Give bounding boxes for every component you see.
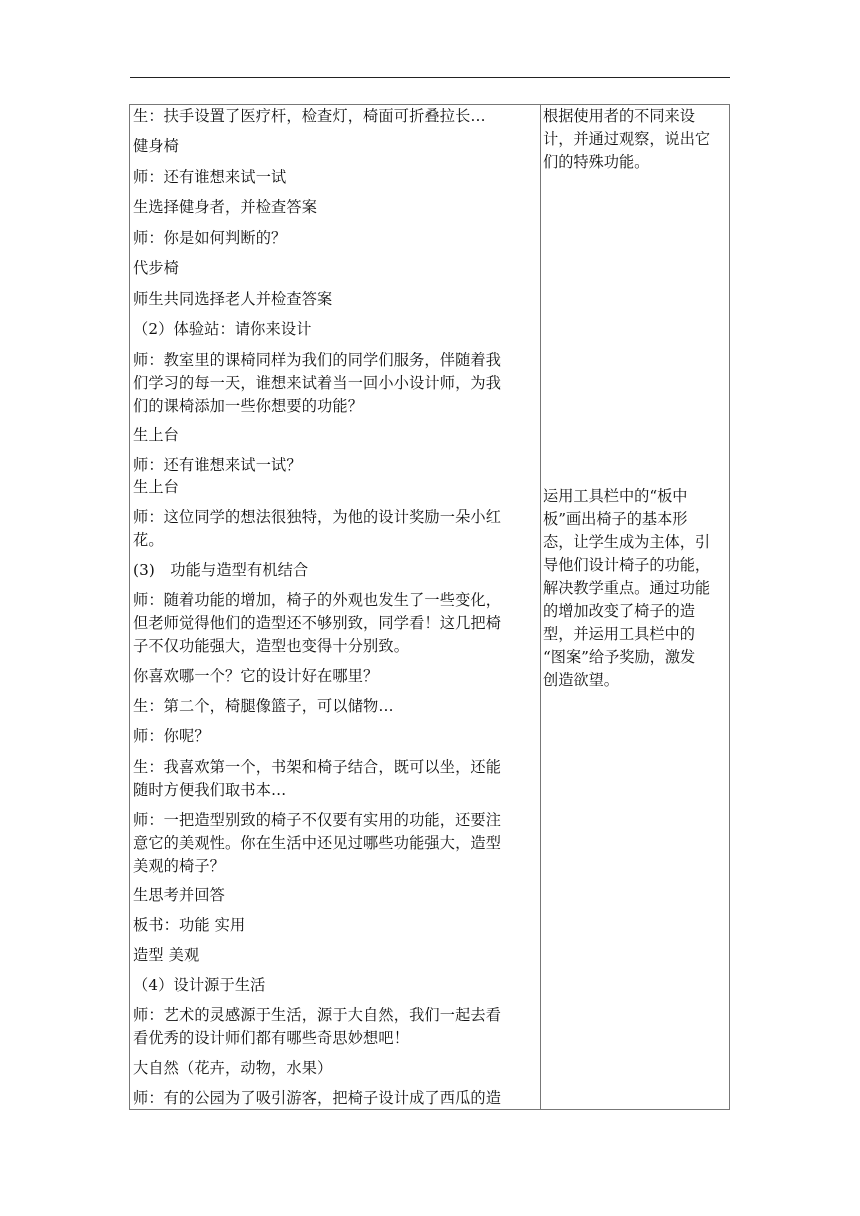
- process-text-line: 生思考并回答: [133, 886, 226, 904]
- process-text-line: 造型 美观: [133, 946, 200, 964]
- lesson-table: [129, 104, 730, 1110]
- process-text-line: 你喜欢哪一个？它的设计好在哪里？: [133, 667, 379, 685]
- header-rule: [130, 77, 730, 78]
- process-text-line: 师：你是如何判断的？: [133, 229, 287, 247]
- process-text-line: 师：艺术的灵感源于生活，源于大自然，我们一起去看: [133, 1006, 502, 1024]
- process-text-line: 随时方便我们取书本…: [133, 781, 287, 799]
- process-text-line: 生上台: [133, 426, 180, 444]
- process-text-line: 生：第二个，椅腿像篮子，可以储物…: [133, 697, 394, 715]
- process-text-line: 生选择健身者，并检查答案: [133, 198, 318, 216]
- process-text-line: 大自然（花卉，动物，水果）: [133, 1059, 333, 1077]
- process-text-line: （4）设计源于生活: [133, 976, 266, 994]
- process-text-line: 师：有的公园为了吸引游客，把椅子设计成了西瓜的造: [133, 1089, 502, 1107]
- intent-text-line: 根据使用者的不同来设: [543, 107, 695, 125]
- intent-text-line: 运用工具栏中的“板中: [543, 487, 688, 505]
- process-text-line: 师：教室里的课椅同样为我们的同学们服务，伴随着我: [133, 351, 502, 369]
- intent-text-line: 们的特殊功能。: [543, 153, 650, 171]
- intent-text-line: 计，并通过观察，说出它: [543, 130, 711, 148]
- intent-text-line: “图案”给予奖励，激发: [543, 648, 696, 666]
- intent-text-line: 型，并运用工具栏中的: [543, 625, 695, 643]
- process-text-line: 师：这位同学的想法很独特，为他的设计奖励一朵小红: [133, 508, 502, 526]
- process-text-line: 美观的椅子？: [133, 857, 226, 875]
- column-divider: [540, 105, 541, 1109]
- process-text-line: (3) 功能与造型有机结合: [133, 561, 309, 579]
- process-text-line: 生：我喜欢第一个，书架和椅子结合，既可以坐，还能: [133, 758, 502, 776]
- process-text-line: 师：随着功能的增加，椅子的外观也发生了一些变化，: [133, 591, 502, 609]
- process-text-line: 健身椅: [133, 137, 180, 155]
- process-text-line: 们学习的每一天，谁想来试着当一回小小设计师，为我: [133, 374, 502, 392]
- intent-text-line: 板”画出椅子的基本形: [543, 510, 688, 528]
- process-text-line: 师：还有谁想来试一试: [133, 168, 287, 186]
- process-text-line: 意它的美观性。你在生活中还见过哪些功能强大，造型: [133, 834, 502, 852]
- intent-text-line: 的增加改变了椅子的造: [543, 602, 695, 620]
- process-text-line: 生：扶手设置了医疗杆，检查灯，椅面可折叠拉长…: [133, 107, 486, 125]
- process-text-line: 花。: [133, 531, 164, 549]
- process-text-line: 板书：功能 实用: [133, 916, 246, 934]
- process-text-line: 看优秀的设计师们都有哪些奇思妙想吧！: [133, 1029, 410, 1047]
- intent-text-line: 创造欲望。: [543, 671, 619, 689]
- intent-text-line: 解决教学重点。通过功能: [543, 579, 711, 597]
- process-text-line: 师：你呢？: [133, 727, 210, 745]
- process-text-line: （2）体验站：请你来设计: [133, 320, 312, 338]
- intent-text-line: 导他们设计椅子的功能，: [543, 556, 711, 574]
- process-text-line: 们的课椅添加一些你想要的功能？: [133, 397, 364, 415]
- intent-text-line: 态，让学生成为主体，引: [543, 533, 711, 551]
- process-text-line: 师生共同选择老人并检查答案: [133, 290, 333, 308]
- process-text-line: 师：一把造型别致的椅子不仅要有实用的功能，还要注: [133, 811, 502, 829]
- process-text-line: 生上台: [133, 478, 180, 496]
- process-text-line: 但老师觉得他们的造型还不够别致，同学看！这几把椅: [133, 614, 502, 632]
- process-text-line: 代步椅: [133, 259, 180, 277]
- process-text-line: 师：还有谁想来试一试？: [133, 456, 302, 474]
- process-text-line: 子不仅功能强大，造型也变得十分别致。: [133, 637, 410, 655]
